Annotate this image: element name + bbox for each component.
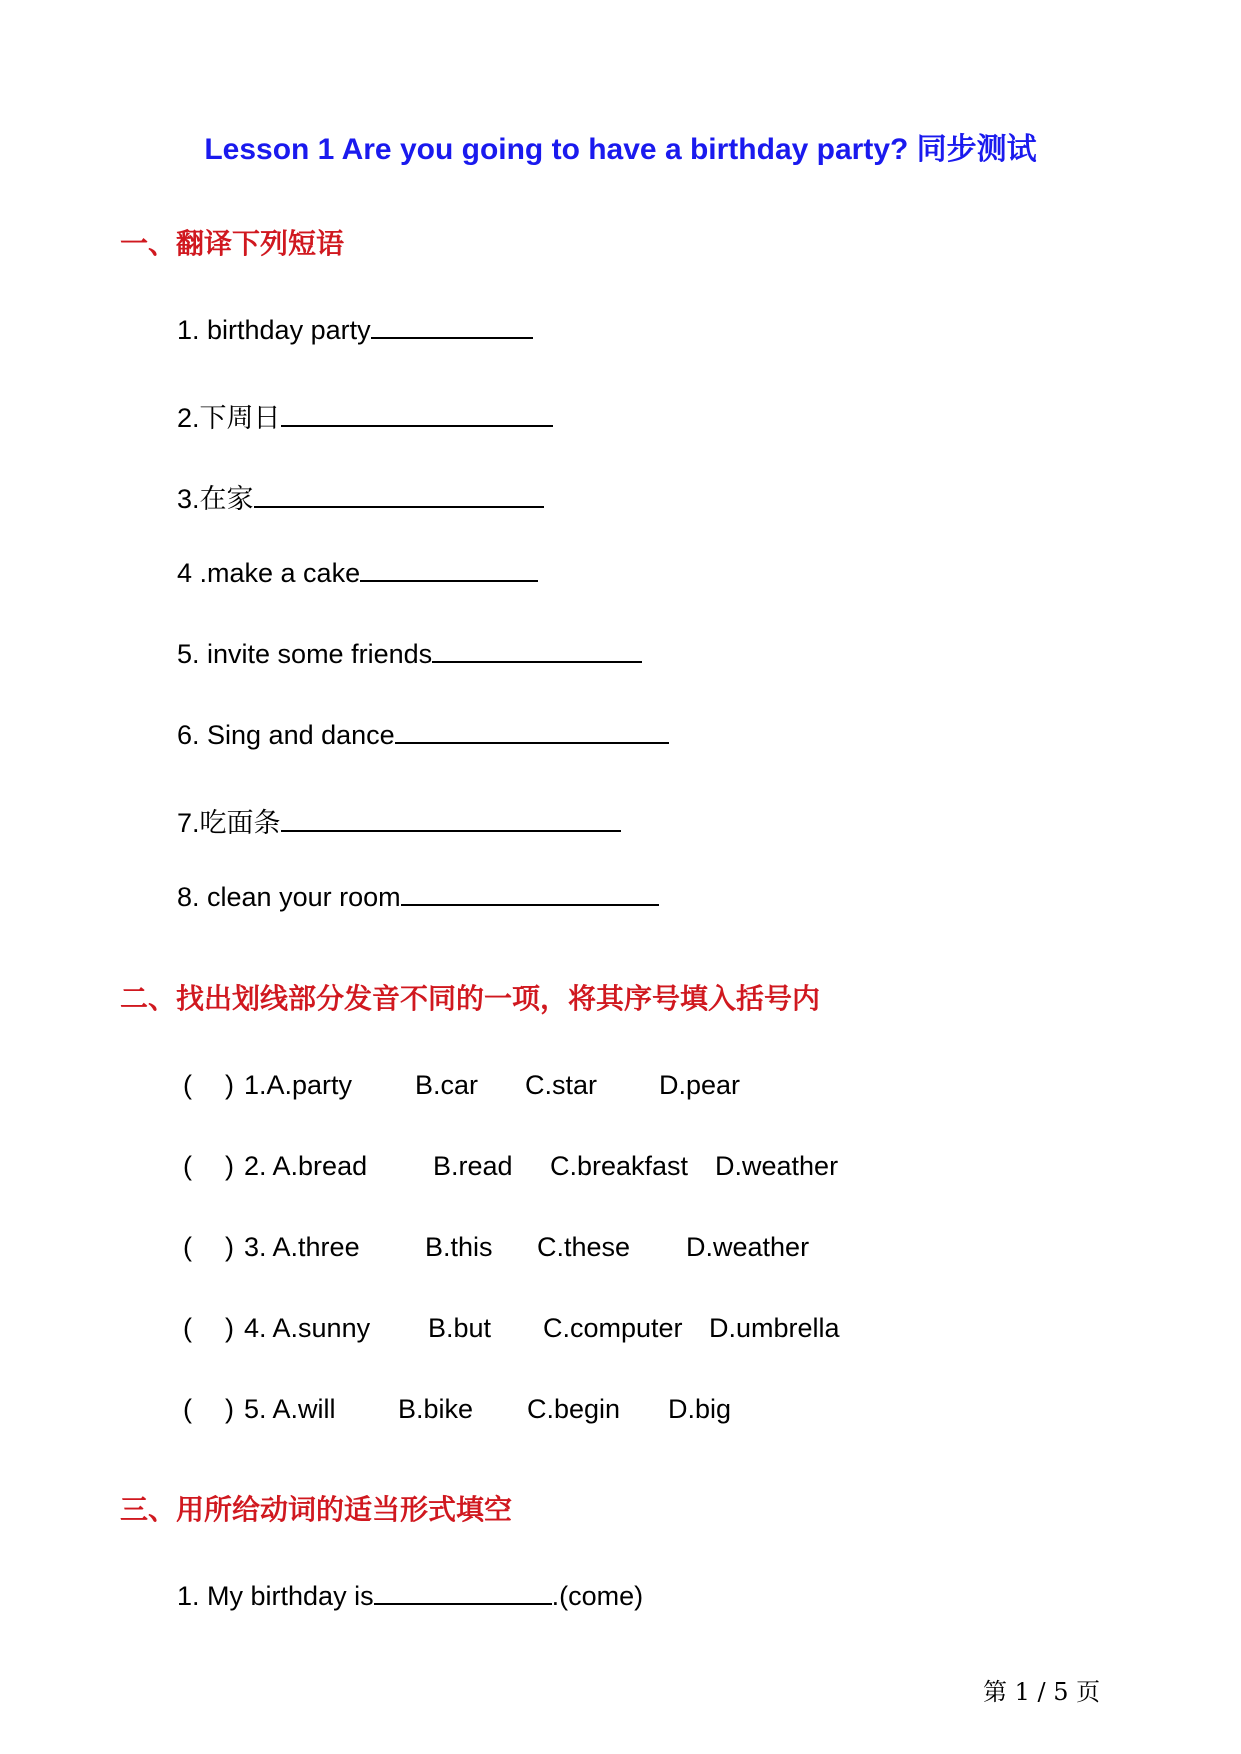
phrase-item-4: 4 .make a cake	[177, 558, 538, 589]
option-b: B.read	[433, 1151, 513, 1181]
answer-paren-open: (	[183, 1313, 192, 1343]
answer-paren-open: (	[183, 1151, 192, 1181]
answer-paren-close: )	[225, 1070, 234, 1100]
option-c: C.computer	[543, 1313, 683, 1343]
option-d: D.weather	[686, 1232, 810, 1262]
option-c: C.begin	[527, 1394, 621, 1424]
option-c: C.these	[537, 1232, 631, 1262]
option-b: B.bike	[398, 1394, 474, 1424]
option-a: 3. A.three	[244, 1232, 360, 1262]
option-d: D.umbrella	[709, 1313, 840, 1343]
answer-blank	[371, 315, 533, 339]
option-b: B.but	[428, 1313, 492, 1343]
option-a: 2. A.bread	[244, 1151, 368, 1181]
answer-paren-close: )	[225, 1232, 234, 1262]
phrase-item-5: 5. invite some friends	[177, 639, 642, 670]
option-b: B.this	[425, 1232, 493, 1262]
option-d: D.weather	[715, 1151, 839, 1181]
phrase-item-3: 3.在家	[177, 477, 544, 516]
answer-blank	[401, 882, 659, 906]
answer-paren-open: (	[183, 1070, 192, 1100]
answer-paren-close: )	[225, 1394, 234, 1424]
answer-paren-open: (	[183, 1394, 192, 1424]
answer-paren-close: )	[225, 1313, 234, 1343]
answer-paren-close: )	[225, 1151, 234, 1181]
answer-paren-open: (	[183, 1232, 192, 1262]
page-title: Lesson 1 Are you going to have a birthday party? 同步测试	[204, 133, 1037, 166]
answer-blank	[281, 808, 621, 832]
answer-blank	[432, 639, 642, 663]
section-2-heading: 二、找出划线部分发音不同的一项，将其序号填入括号内	[120, 983, 821, 1014]
answer-blank	[360, 558, 538, 582]
option-d: D.big	[668, 1394, 732, 1424]
option-a: 1.A.party	[244, 1070, 353, 1100]
phrase-item-2: 2.下周日	[177, 396, 553, 435]
answer-blank	[395, 720, 669, 744]
answer-blank	[254, 484, 544, 508]
page-footer: 第 1 / 5 页	[983, 1678, 1101, 1706]
section-1-heading: 一、翻译下列短语	[120, 228, 345, 259]
option-c: C.breakfast	[550, 1151, 689, 1181]
phrase-item-6: 6. Sing and dance	[177, 720, 669, 751]
answer-blank	[281, 403, 553, 427]
option-a: 4. A.sunny	[244, 1313, 371, 1343]
option-a: 5. A.will	[244, 1394, 336, 1424]
fill-item-1: 1. My birthday is .(come)	[177, 1581, 644, 1611]
option-b: B.car	[415, 1070, 479, 1100]
answer-blank	[374, 1581, 552, 1605]
phrase-item-1: 1. birthday party	[177, 315, 533, 346]
section-3-heading: 三、用所给动词的适当形式填空	[120, 1494, 513, 1525]
option-d: D.pear	[659, 1070, 741, 1100]
phrase-item-8: 8. clean your room	[177, 882, 659, 913]
phrase-item-7: 7.吃面条	[177, 801, 621, 840]
option-c: C.star	[525, 1070, 598, 1100]
